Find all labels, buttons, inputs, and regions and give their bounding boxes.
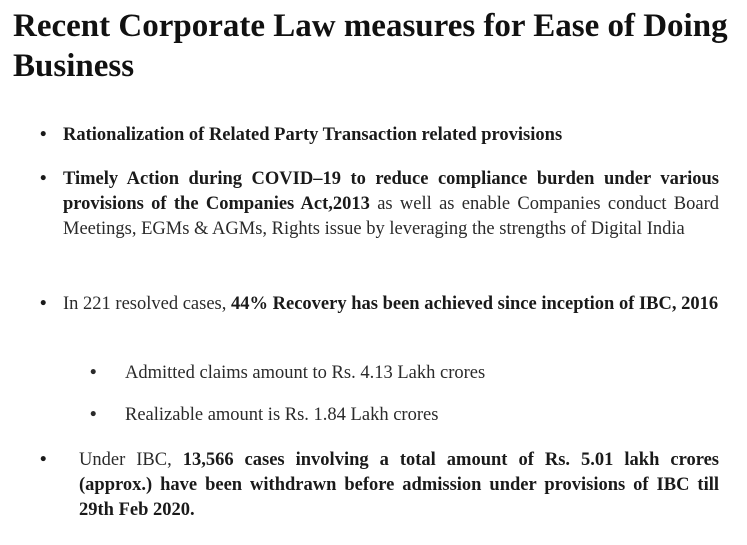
- bullet-normal-text: as well as enable Companies conduct Board Meetings, EGMs & AGMs, Rights issue by leveraging the strengths of Digital India: [63, 194, 719, 239]
- bullet-dot-icon: •: [40, 169, 47, 189]
- sub-bullet-dot-icon: •: [90, 363, 97, 383]
- bullet-bold-text: 13,566 cases involving a total amount of Rs. 5.01 lakh crores (approx.) have been withdrawn before admission under provisions of IBC till 29th Feb 2020.: [79, 450, 719, 520]
- sub-bullet-dot-icon: •: [90, 405, 97, 425]
- bullet-normal-text: In 221 resolved cases,: [63, 294, 231, 314]
- bullet-item-related-party: [40, 123, 730, 148]
- bullet-dot-icon: •: [40, 450, 47, 470]
- bullet-item-covid-action: [40, 167, 730, 242]
- bullet-text: [63, 167, 719, 242]
- sub-bullet-item-realizable-amount: [90, 403, 690, 428]
- bullet-item-ibc-recovery: [40, 292, 730, 317]
- bullet-bold-text: Rationalization of Related Party Transaction related provisions: [63, 125, 563, 145]
- sub-bullet-text: Admitted claims amount to Rs. 4.13 Lakh crores: [125, 363, 486, 383]
- bullet-normal-text: Under IBC,: [79, 450, 183, 470]
- bullet-bold-text: 44% Recovery has been achieved since inception of IBC, 2016: [231, 294, 719, 314]
- bullet-text: [63, 123, 723, 148]
- bullet-text: [79, 448, 719, 523]
- bullet-dot-icon: •: [40, 294, 47, 314]
- bullet-item-ibc-withdrawn: [40, 448, 730, 523]
- bullet-dot-icon: •: [40, 125, 47, 145]
- sub-bullet-item-admitted-claims: [90, 361, 690, 386]
- slide-title: Recent Corporate Law measures for Ease of Doing Business: [13, 8, 728, 84]
- bullet-text: [63, 292, 719, 317]
- bullet-bold-text: Timely Action during COVID–19 to reduce compliance burden under various provisions of the Companies Act,2013: [63, 169, 719, 214]
- sub-bullet-text: Realizable amount is Rs. 1.84 Lakh crores: [125, 405, 439, 425]
